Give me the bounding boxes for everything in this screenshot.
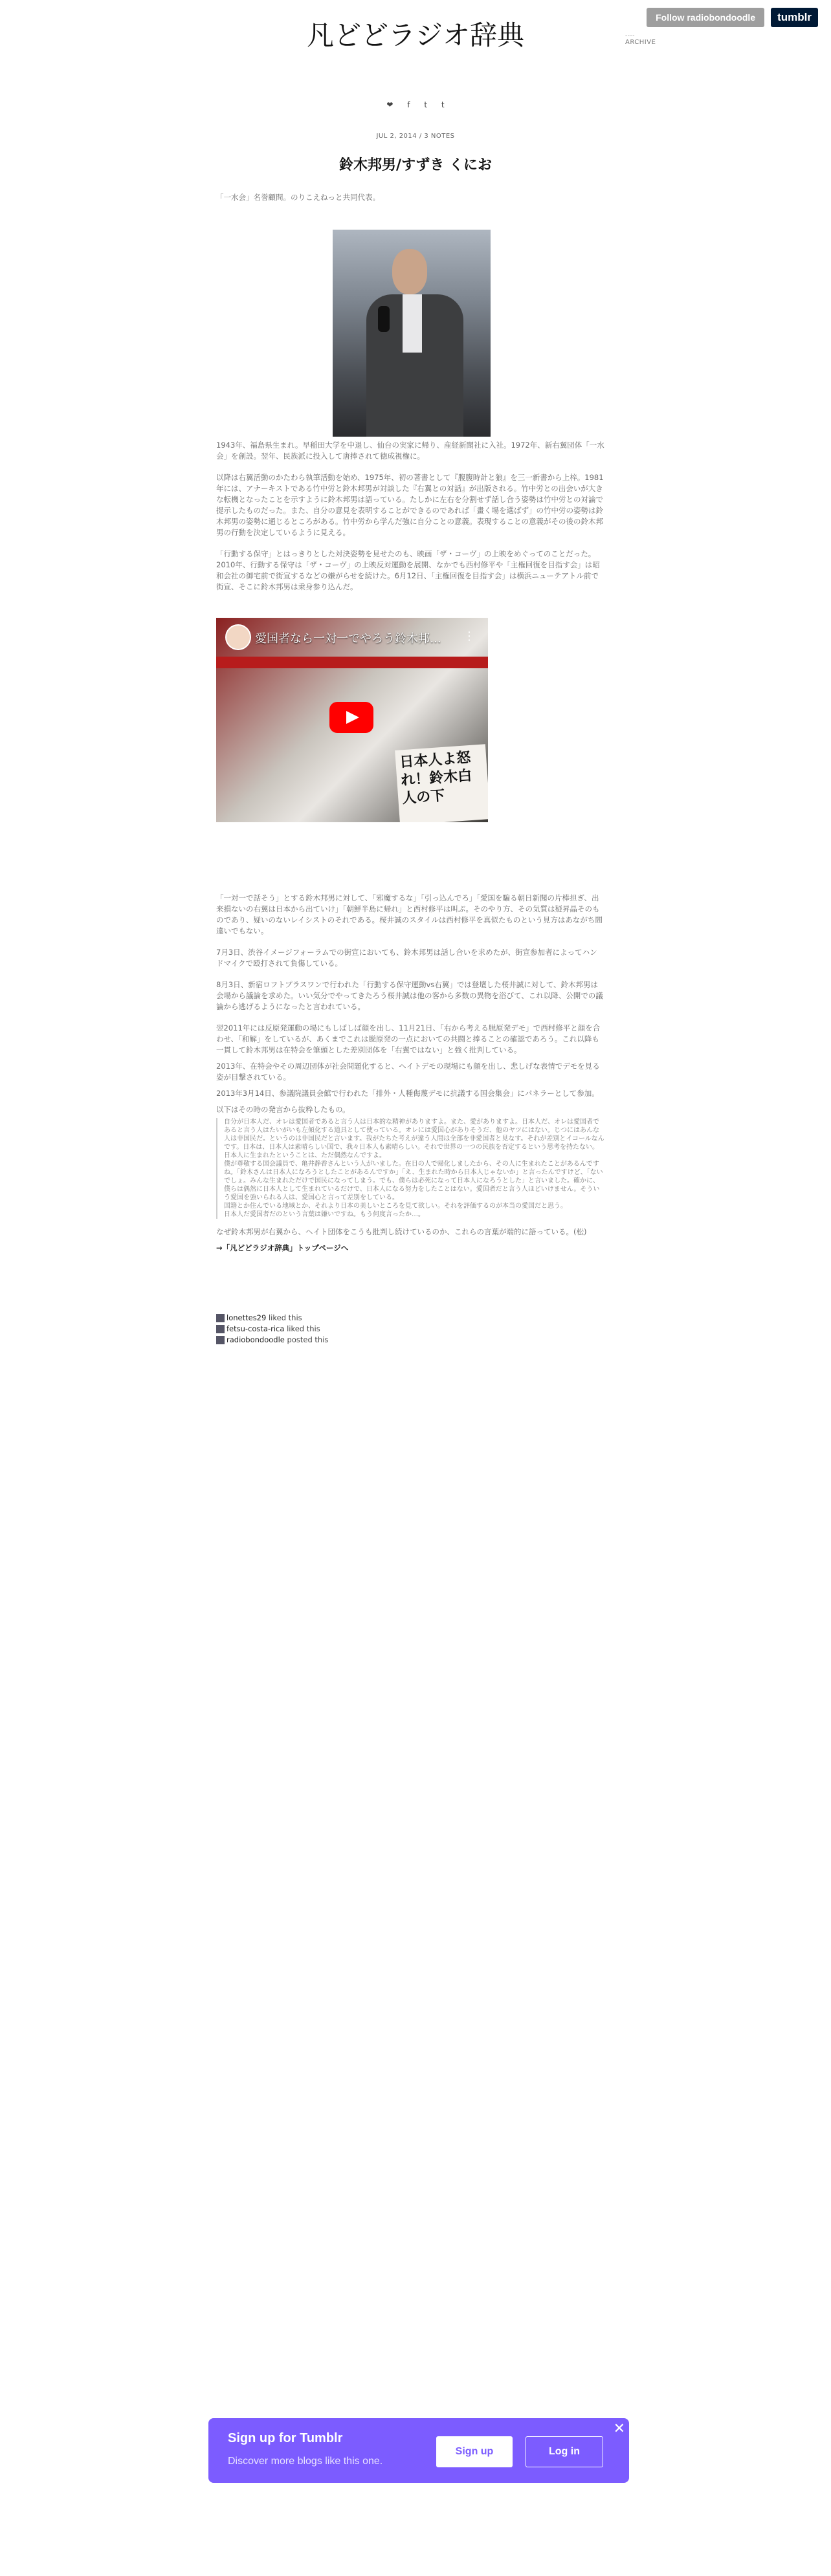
note-action: posted this (287, 1335, 329, 1344)
post-title: 鈴木邦男/すずき くにお (339, 157, 492, 173)
note-user[interactable]: lonettes29 (227, 1313, 267, 1322)
post-actions (0, 100, 831, 109)
top-page-link[interactable]: →「凡どどラジオ辞典」トップページへ (216, 1243, 349, 1252)
video-title[interactable]: 愛国者なら一対一でやろう鈴木邦… (255, 632, 441, 645)
blog-title[interactable]: 凡どどラジオ辞典 (306, 19, 524, 51)
archive-link[interactable] (625, 32, 656, 46)
paragraph: 1943年、福島県生まれ。早稲田大学を中退し、仙台の実家に帰り、産経新聞社に入社。1972年、新右翼団体「一水会」を創設。翌年、民族派に投入して唐捧されて徳成視権に。 (216, 441, 604, 461)
paragraph: 以下はその時の発言から抜粋したもの。 (216, 1105, 350, 1114)
paragraph: 「一対一で話そう」とする鈴木邦男に対して、「邪魔するな」「引っ込んでろ」「愛国を騙る朝日新聞の片棒担ぎ、出来損ないの右翼は日本から出ていけ」「朝鮮半島に帰れ」と西村修平は叫ぶ。そのやり方、その気質は疑昇晶そのものであり、疑いのないレイシストのそれである。桜井誠のスタイルは西村修平を真似たものという見方はあながち間違いでもない。 (216, 893, 603, 935)
play-button-icon[interactable] (329, 702, 373, 733)
avatar[interactable] (216, 1314, 225, 1322)
avatar[interactable] (216, 1325, 225, 1333)
more-options-icon[interactable]: ⋮ (463, 629, 475, 643)
twitter-icon[interactable]: t (424, 100, 428, 109)
avatar[interactable] (216, 1336, 225, 1344)
archive-top: ---- (625, 32, 635, 39)
close-icon[interactable]: ✕ (613, 2421, 625, 2437)
post-body-2 (216, 893, 604, 1254)
follow-button[interactable]: Follow radiobondoodle (647, 8, 764, 27)
topbar (647, 8, 818, 27)
signup-title: Sign up for Tumblr (228, 2431, 343, 2445)
paragraph: 以降は右翼活動のかたわら執筆活動を始め、1975年、初の著書として『腹腹時計と狼』を三一新書から上梓。1981年には、アナーキストである竹中労と鈴木邦男が対談した『右翼との対話』が出版される。竹中労との出会いが大きな転機となったことを示すように鈴木邦男は語っている。たしかに左右を分割せず話し合う姿勢は竹中労との対論で提示したものだった。また、自分の意見を表明することができるのであれば「畫く場を選ばず」の竹中労の姿勢は鈴木邦男の姿勢に通じるところがある。竹中労から学んだ強に自分ことの意義。表現することの意義がその後の鈴木邦男の行動を決定しているように見える。 (216, 473, 604, 537)
channel-avatar[interactable] (225, 624, 251, 650)
note-action: liked this (287, 1324, 320, 1333)
signup-subtitle: Discover more blogs like this one. (228, 2456, 383, 2467)
paragraph: 7月3日、渋谷イメージフォーラムでの街宣においても、鈴木邦男は話し合いを求めたが、街宣参加者によってハンドマイクで殴打されて負傷している。 (216, 948, 597, 968)
quote-block: 自分が日本人だ、オレは愛国者であると言う人は日本的な精神がありますよ。また、愛がありますよ。日本人だ、オレは愛国者であると言う人はたいがいも左傾化する道具として使っている。オレには愛国心がありそうだ、他のヤツにはない。じつにはあんな人は非国民だ。というのは非国民だと言います。我がたちた考えが違う人間は全部を非愛国者と見なす。それが差別とイコールなんです。日本は、日本人は素晴らしい国で、我々日本人も素晴らしい。それで世界の一つの民族を否定するという思考を持たない。日本人に生まれたということは、ただ偶然なんですよ。 僕が尊敬する国会議員で、亀井静香さんという人がいました。在日の人で帰化しましたから、その人に生まれたことがあるんですね。「鈴木さんは日本人になろうとしたことがあるんですか」「え、生まれた時から日本人じゃないか」と言ったんですけど、「ないでしょ。みんな生まれただけで国民になってしまう。でも、僕らは必死になって日本人になろうとした」と言いました。確かに、僕らは偶然に日本人として生まれているだけで、日本人になる努力をしたことはない。愛国者だと言う人ほどいけません。そういう愛国を強いられる人は、愛国心と言って差別をしている。 国籍とか住んでいる地域とか、それより日本の美しいところを見て欲しい。それを評価するのが本当の愛国だと思う。 日本人だ愛国者だのという言葉は嫌いですね。もう何度言ったか…。 (216, 1118, 604, 1219)
paragraph: 2013年、在特会やその周辺団体が社会問題化すると、ヘイトデモの現場にも顔を出し、悲しげな表情でデモを見る姿が目撃されている。 (216, 1062, 600, 1082)
facebook-icon[interactable]: f (407, 100, 410, 109)
tumblr-logo-button[interactable]: tumblr (771, 8, 818, 27)
note-action: liked this (268, 1313, 302, 1322)
archive-label: ARCHIVE (625, 39, 656, 46)
post-meta[interactable]: JUL 2, 2014 / 3 NOTES (376, 133, 455, 140)
note-user[interactable]: radiobondoodle (227, 1335, 285, 1344)
intro-text: 「一水会」名誉顧問。のりこえねっと共同代表。 (216, 193, 380, 202)
paragraph: なぜ鈴木邦男が右翼から、ヘイト団体をこうも批判し続けているのか、これらの言葉が端的に語っている。(松) (216, 1227, 587, 1236)
note-user[interactable]: fetsu-costa-rica (227, 1324, 285, 1333)
note-item (216, 1335, 328, 1345)
heart-icon[interactable]: ❤ (386, 100, 393, 109)
tumblr-share-icon[interactable]: t (441, 100, 445, 109)
portrait-photo (333, 230, 491, 437)
paragraph: 8月3日、新宿ロフトプラスワンで行われた「行動する保守運動vs右翼」では登壇した桜井誠に対して、鈴木邦男は会場から議論を求めた。いい気分でやってきたろう桜井誠は他の客から多数の異物を浴びて、これ以降、公開での議論から逃げるようになったと言われている。 (216, 980, 603, 1011)
youtube-video-embed[interactable] (216, 618, 488, 822)
post-intro (216, 192, 604, 203)
paragraph: 2013年3月14日、参議院議員会館で行われた「排外・人種侮蔑デモに抗議する国会集会」にパネラーとして参加。 (216, 1089, 599, 1098)
protest-sign: 日本人よ怒れ！鈴木白人の下 (395, 744, 488, 822)
paragraph: 「行動する保守」とはっきりとした対決姿勢を見せたのも、映画「ザ・コーヴ」の上映をめぐってのことだった。2010年、行動する保守は「ザ・コーヴ」の上映反対運動を展開、なかでも西村修平や「主権回復を目指す会」は昭和会社の御宅前で街宣するなどの嫌がらせを続けた。6月12日、「主権回復を目指す会」は横浜ニューテアトル前で街宣、そこに鈴木邦男は乗身参り込んだ。 (216, 549, 600, 591)
note-item (216, 1324, 328, 1334)
note-item (216, 1313, 328, 1323)
post-body-1 (216, 440, 604, 593)
signup-banner (208, 2418, 629, 2483)
login-button[interactable]: Log in (526, 2436, 603, 2467)
notes-list (216, 1313, 328, 1346)
signup-button[interactable]: Sign up (436, 2436, 513, 2467)
paragraph: 翌2011年には反原発運動の場にもしばしば顔を出し、11月21日、「右から考える脱原発デモ」で西村修平と顔を合わせ、「和解」をしているが、あくまでこれは脱原発の一点においての共闘と捧ることの確認であろう。これ以降も一貫して鈴木邦男は在特会を筆頭とした差別団体を「右翼ではない」と強く批判している。 (216, 1023, 601, 1054)
